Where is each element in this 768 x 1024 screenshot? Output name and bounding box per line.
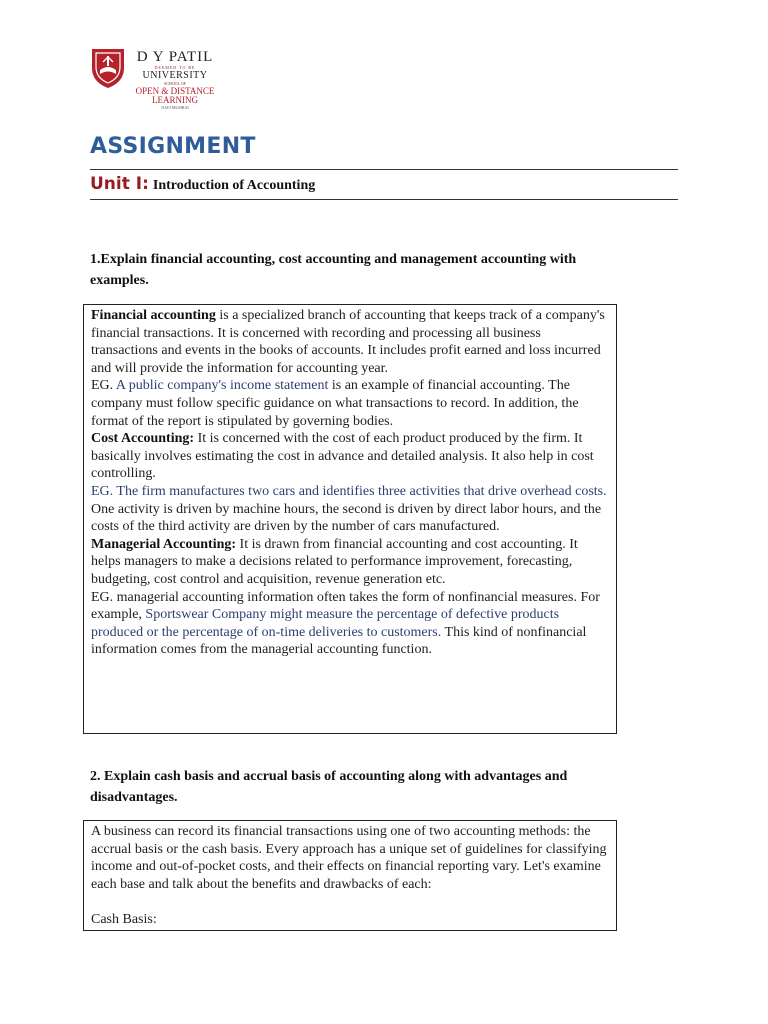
logo-line-4: SCHOOL OF [164, 81, 186, 86]
university-logo [90, 46, 220, 116]
managerial-example-prefix: EG. managerial accounting information often takes the form of nonfinancial measures. For example, [91, 589, 600, 623]
financial-example-highlight: A public company's income statement [115, 378, 329, 394]
shield-emblem-icon [90, 46, 126, 90]
question-2: 2. Explain cash basis and accrual basis of accounting along with advantages and disadvantages. [90, 769, 568, 805]
unit-heading [90, 174, 315, 194]
page-title: ASSIGNMENT [90, 134, 256, 159]
question-1: 1.Explain financial accounting, cost accounting and management accounting with examples. [90, 252, 577, 288]
cost-accounting-definition: It is concerned with the cost of each product produced by the firm. It basically involves estimating the cost in advance and detailed analysis. It also help in cost controlling. [91, 431, 594, 482]
managerial-example-highlight: Sportswear Company might measure the percentage of defective products produced or the percentage of on-time deliveries to customers. [91, 607, 560, 640]
cost-example-highlight: EG. The firm manufactures two cars and identifies three activities that drive overhead costs. [91, 483, 607, 499]
managerial-accounting-definition: It is drawn from financial accounting and cost accounting. It helps managers to make a decisions related to performance improvement, forecasting, budgeting, cost control and acquisition, revenue generation etc. [91, 536, 578, 587]
logo-line-2: DEEMED TO BE [154, 65, 196, 70]
managerial-accounting-term: Managerial Accounting: [91, 536, 237, 552]
answer-box-1 [83, 304, 617, 734]
logo-line-6: LEARNING [152, 95, 198, 105]
logo-wordmark [130, 50, 220, 110]
financial-accounting-paragraph [91, 307, 610, 377]
financial-accounting-term: Financial accounting [91, 308, 216, 323]
title-divider [90, 169, 678, 170]
answer-box-2 [83, 820, 617, 931]
paragraph-spacer [91, 893, 610, 911]
logo-line-1: D Y PATIL [136, 49, 214, 65]
managerial-example-rest: This kind of nonfinancial information comes from the managerial accounting function. [91, 624, 587, 658]
logo-line-3: UNIVERSITY [142, 70, 208, 81]
unit-label: Unit I: [90, 174, 149, 194]
financial-accounting-definition: is a specialized branch of accounting that keeps track of a company's financial transactions. It is concerned with recording and processing all business transactions and events in the books of accounts. It includes profit earned and loss incurred and will provide the information for accounting year. [91, 308, 605, 376]
cost-accounting-paragraph [91, 430, 610, 483]
financial-example-rest: is an example of financial accounting. The company must follow specific guidance on what transactions to record. In addition, the format of the report is stipulated by governing bodies. [91, 378, 579, 429]
q2-intro-paragraph: A business can record its financial transactions using one of two accounting methods: the accrual basis or the cash basis. Every approach has a unique set of guidelines for classifying income and out-of-pocket costs, and their effects on financial reporting vary. Let's examine each base and talk about the benefits and drawbacks of each: [91, 824, 607, 892]
logo-line-7: NAVI MUMBAI [161, 105, 189, 110]
cost-accounting-term: Cost Accounting: [91, 431, 195, 447]
managerial-accounting-paragraph [91, 536, 610, 589]
unit-title: Introduction of Accounting [152, 178, 316, 193]
financial-accounting-example [91, 377, 610, 430]
cost-accounting-example [91, 483, 610, 536]
financial-example-prefix: EG. [91, 378, 116, 394]
managerial-accounting-example [91, 589, 610, 659]
logo-line-5: OPEN & DISTANCE [135, 86, 215, 96]
cash-basis-heading: Cash Basis: [91, 911, 157, 927]
cost-example-rest: One activity is driven by machine hours, the second is driven by direct labor hours, and the costs of the third activity are driven by the number of cars manufactured. [91, 501, 602, 535]
unit-divider [90, 199, 678, 200]
